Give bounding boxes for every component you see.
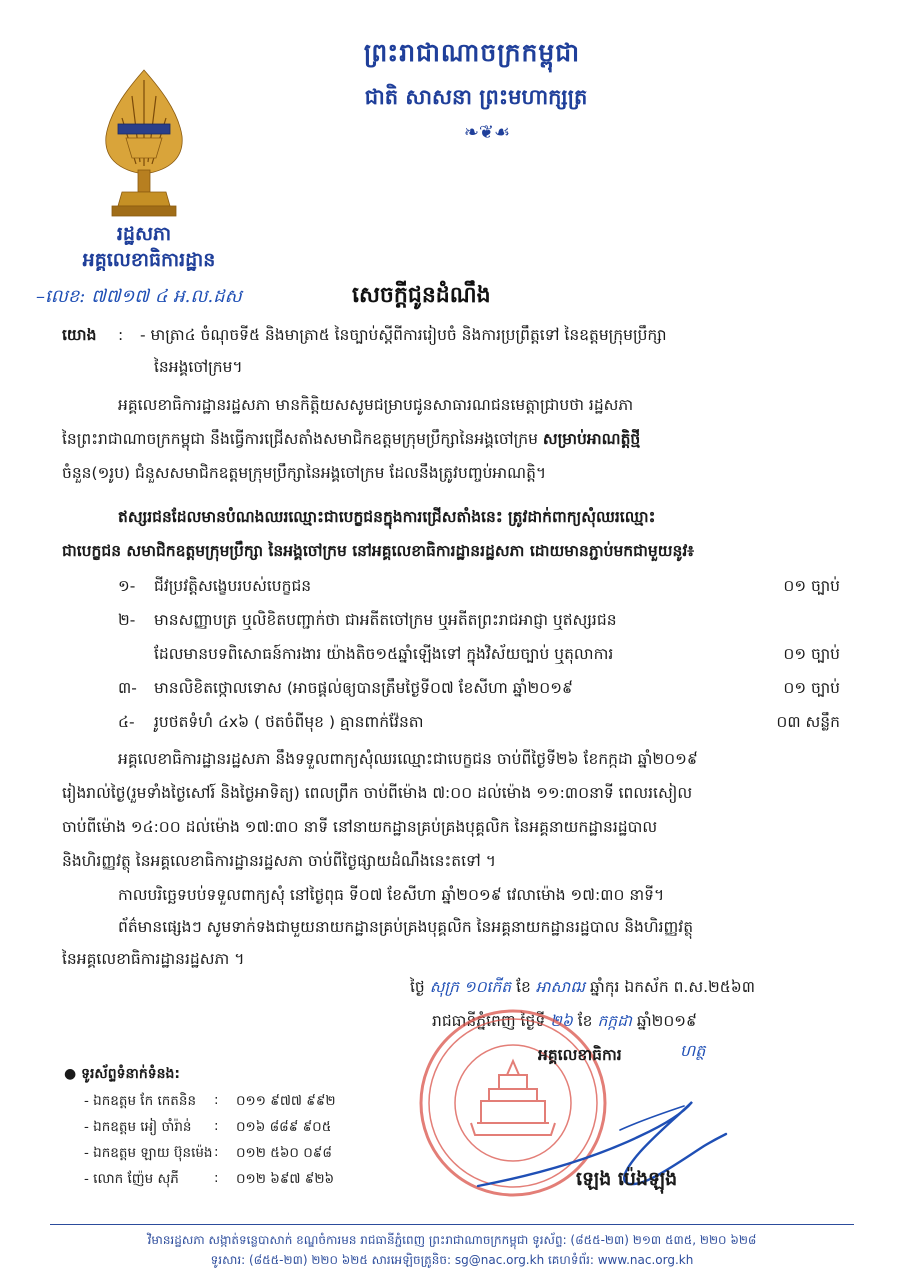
contact-phone[interactable]: ០១១ ៩៧៧ ៩៩២	[236, 1093, 336, 1109]
footer-divider	[50, 1224, 854, 1225]
paragraph-line: រៀងរាល់ថ្ងៃ(រួមទាំងថ្ងៃសៅរ៍ និងថ្ងៃអាទិត្យ) ពេលព្រឹក ចាប់ពីម៉ោង ៧:០០ ដល់ម៉ោង ១១:៣០នាទី ពេលរសៀល	[62, 784, 693, 802]
department-name: អគ្គលេខាធិការដ្ឋាន	[82, 249, 216, 271]
lunar-date-prefix: ថ្ងៃ	[410, 978, 425, 996]
lunar-date-month-label: ខែ	[516, 978, 531, 996]
reference-line: - មាត្រា៤ ចំណុចទី៥ និងមាត្រា៥ នៃច្បាប់ស្តីពីការរៀបចំ និងការប្រព្រឹត្តទៅ នៃឧត្តមក្រុមប្រឹក្សា	[140, 326, 667, 344]
paragraph-line: និងហិរញ្ញវត្ថុ នៃអគ្គលេខាធិការដ្ឋានរដ្ឋសភា ចាប់ពីថ្ងៃផ្សាយដំណឹងនេះតទៅ ។	[62, 852, 496, 870]
national-assembly-emblem-icon	[96, 66, 192, 220]
solar-date-prefix: រាជធានីភ្នំពេញ ថ្ងៃទី	[432, 1012, 546, 1030]
lunar-month-handwritten: អាសាឍ	[535, 978, 585, 996]
reference-line: នៃអង្គចៅក្រម។	[154, 358, 243, 376]
kingdom-title: ព្រះរាជាណាចក្រកម្ពុជា	[363, 38, 581, 67]
paragraph-line: នៃអគ្គលេខាធិការដ្ឋានរដ្ឋសភា ។	[62, 950, 245, 968]
contact-name: - លោក ញ៉ែម សុភី	[84, 1171, 179, 1187]
paragraph-text: នៃព្រះរាជាណាចក្រកម្ពុជា នឹងធ្វើការជ្រើសតាំងសមាជិកឧត្តមក្រុមប្រឹក្សានៃអង្គចៅក្រម	[62, 430, 538, 448]
list-item-number: ៤-	[118, 713, 135, 731]
document-title: សេចក្តីជូនដំណឹង	[352, 283, 491, 308]
reference-number: –លេខ: ៧៧១៧ ៤ អ.ល.ដស	[36, 286, 242, 307]
contact-separator: :	[214, 1144, 219, 1160]
paragraph-line: ជាបេក្ខជន សមាជិកឧត្តមក្រុមប្រឹក្សា នៃអង្គចៅក្រម នៅអគ្គលេខាធិការដ្ឋានរដ្ឋសភា ដោយមានភ្ជាប់មកជាមួយនូវ៖	[62, 542, 695, 560]
footer-address: វិមានរដ្ឋសភា សង្កាត់ទន្លេបាសាក់ ខណ្ឌចំការមន រាជធានីភ្នំពេញ ព្រះរាជាណាចក្រកម្ពុជា ទូរស័ព្ទ: (៨៥៥-២៣) ២១៣ ៥៣៥, ២២០ ៦២៨	[147, 1233, 757, 1247]
lunar-date-handwritten: សុក្រ ១០កើត	[429, 978, 512, 996]
contacts-title: ● ទូរស័ព្ទទំនាក់ទំនង:	[64, 1066, 180, 1082]
contact-name: - ឯកឧត្តម កែ កេតនិន	[84, 1093, 197, 1109]
list-item-number: ៣-	[118, 679, 137, 697]
list-item-text: ដែលមានបទពិសោធន៍ការងារ យ៉ាងតិច១៥ឆ្នាំឡើងទៅ ក្នុងវិស័យច្បាប់ ឬតុលាការ	[154, 645, 614, 663]
contact-separator: :	[214, 1118, 219, 1134]
paragraph-emphasis: សម្រាប់អាណត្តិថ្មី	[542, 430, 641, 448]
list-item-number: ១-	[118, 577, 136, 595]
solar-date-suffix: ឆ្នាំ២០១៩	[636, 1012, 697, 1030]
lunar-date-suffix: ឆ្នាំកុរ ឯកស័ក ព.ស.២៥៦៣	[589, 978, 755, 996]
reference-separator: :	[118, 326, 124, 344]
paragraph-line	[62, 424, 640, 455]
header-ornament: ❧❦☙	[463, 122, 511, 143]
contact-phone[interactable]: ០១៦ ៨៨៩ ៩០៥	[236, 1119, 332, 1135]
contact-separator: :	[214, 1092, 219, 1108]
contact-phone[interactable]: ០១២ ៦៩៧ ៩២៦	[236, 1171, 335, 1187]
paragraph-line: ចំនួន(១រូប) ជំនួសសមាជិកឧត្តមក្រុមប្រឹក្សានៃអង្គចៅក្រម ដែលនឹងត្រូវបញ្ចប់អាណត្តិ។	[62, 464, 547, 482]
paragraph-line: ចាប់ពីម៉ោង ១៤:០០ ដល់ម៉ោង ១៧:៣០ នាទី នៅនាយកដ្ឋានគ្រប់គ្រងបុគ្គលិក នៃអគ្គនាយកដ្ឋានរដ្ឋបាល	[62, 818, 658, 836]
solar-date-month-label: ខែ	[577, 1012, 593, 1030]
lunar-date	[410, 972, 755, 1003]
contact-name: - ឯកឧត្តម អៀ ចាំរ៉ាន់	[84, 1119, 192, 1135]
solar-month-handwritten: កក្កដា	[597, 1012, 632, 1030]
signature-initial-handwritten: ហត្ថ	[680, 1041, 706, 1060]
paragraph-line: ព័ត៌មានផ្សេងៗ សូមទាក់ទងជាមួយនាយកដ្ឋានគ្រប់គ្រងបុគ្គលិក នៃអគ្គនាយកដ្ឋានរដ្ឋបាល និងហិរញ្ញវត្ថុ	[118, 918, 694, 936]
list-item-text: រូបថតទំហំ ៤x៦ ( ថតចំពីមុខ ) គ្មានពាក់វ៉ែនតា	[154, 713, 424, 731]
contact-separator: :	[214, 1170, 219, 1186]
national-motto: ជាតិ សាសនា ព្រះមហាក្សត្រ	[364, 85, 588, 109]
ministry-name: រដ្ឋសភា	[116, 223, 172, 245]
list-item-quantity: ០១ ច្បាប់	[783, 679, 840, 697]
paragraph-line: អគ្គលេខាធិការដ្ឋានរដ្ឋសភា នឹងទទួលពាក្យសុំឈរឈ្មោះជាបេក្ខជន ចាប់ពីថ្ងៃទី២៦ ខែកក្កដា ឆ្នាំ២០១៩	[118, 750, 698, 768]
signer-title: អគ្គលេខាធិការ	[538, 1046, 622, 1064]
list-item-quantity: ០១ ច្បាប់	[783, 577, 840, 595]
paragraph-line: ឥស្សរជនដែលមានបំណងឈរឈ្មោះជាបេក្ខជនក្នុងការជ្រើសតាំងនេះ ត្រូវដាក់ពាក្យសុំឈរឈ្មោះ	[118, 508, 656, 526]
solar-day-handwritten: ២៦	[550, 1012, 573, 1030]
contact-phone[interactable]: ០១២ ៥៦០ ០៩៨	[236, 1145, 332, 1161]
paragraph-line: អគ្គលេខាធិការដ្ឋានរដ្ឋសភា មានកិត្តិយសសូមជម្រាបជូនសាធារណជនមេត្តាជ្រាបថា រដ្ឋសភា	[118, 396, 634, 414]
footer-contact[interactable]: ទូរសារ: (៨៥៥-២៣) ២២០ ៦២៥ សារអេឡិចត្រូនិច: sg@nac.org.kh គេហទំព័រ: www.nac.org.kh	[210, 1253, 694, 1267]
list-item-number: ២-	[118, 611, 136, 629]
list-item-quantity: ០៣ សន្លឹក	[776, 713, 840, 731]
contact-name: - ឯកឧត្តម ឡាយ ប៊ុនម៉េង	[84, 1145, 213, 1161]
list-item-text: ជីវប្រវត្តិសង្ខេបរបស់បេក្ខជន	[154, 577, 312, 595]
list-item-quantity: ០១ ច្បាប់	[783, 645, 840, 663]
list-item-text: មានសញ្ញាបត្រ ឬលិខិតបញ្ជាក់ថា ជាអតីតចៅក្រម ឬអតីតព្រះរាជអាជ្ញា ឬឥស្សរជន	[154, 611, 617, 629]
reference-label: យោង	[62, 326, 97, 344]
signer-name: ឡេង ប៉េងឡុង	[576, 1168, 678, 1190]
paragraph-line: កាលបរិច្ឆេទបប់ទទួលពាក្យសុំ នៅថ្ងៃពុធ ទី០៧ ខែសីហា ឆ្នាំ២០១៩ វេលាម៉ោង ១៧:៣០ នាទី។	[118, 886, 665, 904]
list-item-text: មានលិខិតថ្កោលទោស (អាចផ្តល់ឲ្យបានត្រឹមថ្ងៃទី០៧ ខែសីហា ឆ្នាំ២០១៩	[154, 679, 573, 697]
